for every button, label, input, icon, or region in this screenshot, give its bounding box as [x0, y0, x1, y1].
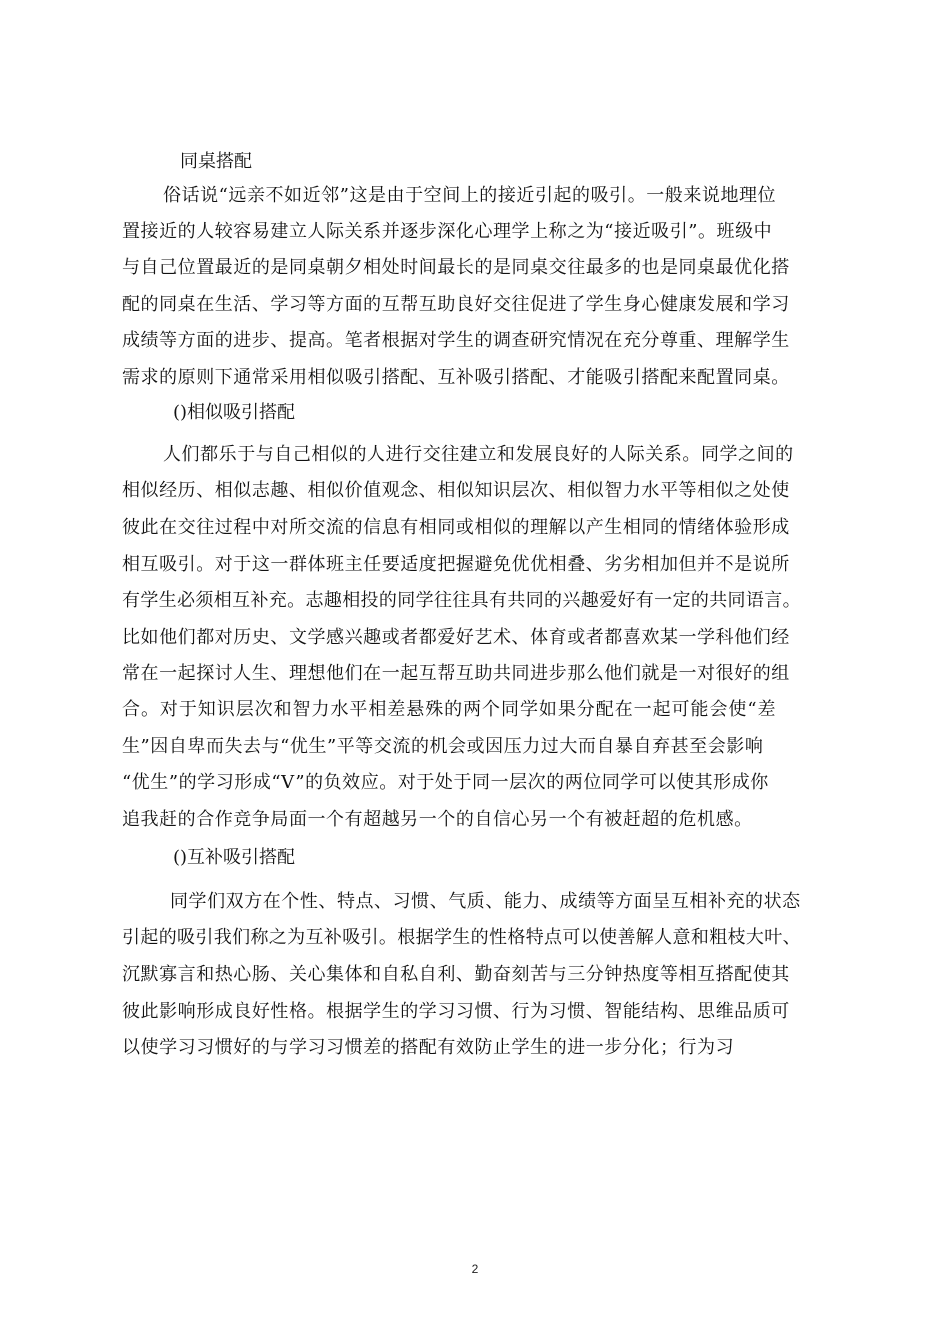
subsection2-line: 引起的吸引我们称之为互补吸引。根据学生的性格特点可以使善解人意和粗枝大叶、	[122, 927, 801, 948]
intro-line: 成绩等方面的进步、提高。笔者根据对学生的调查研究情况在充分尊重、理解学生	[122, 330, 790, 351]
page-number: 2	[471, 1262, 479, 1276]
intro-line: 置接近的人较容易建立人际关系并逐步深化心理学上称之为“接近吸引”。班级中	[122, 221, 773, 242]
intro-line: 配的同桌在生活、学习等方面的互帮互助良好交往促进了学生身心健康发展和学习	[122, 294, 790, 315]
subsection1-line: 相似经历、相似志趣、相似价值观念、相似知识层次、相似智力水平等相似之处使	[122, 480, 790, 501]
subsection2-line: 彼此影响形成良好性格。根据学生的学习习惯、行为习惯、智能结构、思维品质可	[122, 1001, 790, 1022]
subsection2-line: 沉默寡言和热心肠、关心集体和自私自利、勤奋刻苦与三分钟热度等相互搭配使其	[122, 964, 790, 985]
section-title: 同桌搭配	[180, 151, 252, 172]
intro-line: 与自己位置最近的是同桌朝夕相处时间最长的是同桌交往最多的也是同桌最优化搭	[122, 257, 790, 278]
subsection2-line: 同学们双方在个性、特点、习惯、气质、能力、成绩等方面呈互相补充的状态	[170, 891, 801, 912]
subsection1-line: 人们都乐于与自己相似的人进行交往建立和发展良好的人际关系。同学之间的	[163, 444, 794, 465]
subsection-title-complementary: ()互补吸引搭配	[173, 847, 296, 868]
subsection1-line: 相互吸引。对于这一群体班主任要适度把握避免优优相叠、劣劣相加但并不是说所	[122, 554, 790, 575]
subsection1-line: “优生”的学习形成“V”的负效应。对于处于同一层次的两位同学可以使其形成你	[122, 772, 769, 793]
subsection1-line: 彼此在交往过程中对所交流的信息有相同或相似的理解以产生相同的情绪体验形成	[122, 517, 790, 538]
subsection1-line: 追我赶的合作竞争局面一个有超越另一个的自信心另一个有被赶超的危机感。	[122, 809, 753, 830]
subsection2-line: 以使学习习惯好的与学习习惯差的搭配有效防止学生的进一步分化；行为习	[122, 1037, 735, 1058]
intro-line: 需求的原则下通常采用相似吸引搭配、互补吸引搭配、才能吸引搭配来配置同桌。	[122, 367, 790, 388]
subsection1-line: 常在一起探讨人生、理想他们在一起互帮互助共同进步那么他们就是一对很好的组	[122, 663, 790, 684]
subsection1-line: 生”因自卑而失去与“优生”平等交流的机会或因压力过大而自暴自弃甚至会影响	[122, 736, 764, 757]
intro-line: 俗话说“远亲不如近邻”这是由于空间上的接近引起的吸引。一般来说地理位	[163, 185, 777, 206]
subsection-title-similar: ()相似吸引搭配	[173, 402, 296, 423]
subsection1-line: 合。对于知识层次和智力水平相差悬殊的两个同学如果分配在一起可能会使“差	[122, 699, 777, 720]
subsection1-line: 比如他们都对历史、文学感兴趣或者都爱好艺术、体育或者都喜欢某一学科他们经	[122, 627, 790, 648]
subsection1-line: 有学生必须相互补充。志趣相投的同学往往具有共同的兴趣爱好有一定的共同语言。	[122, 590, 801, 611]
